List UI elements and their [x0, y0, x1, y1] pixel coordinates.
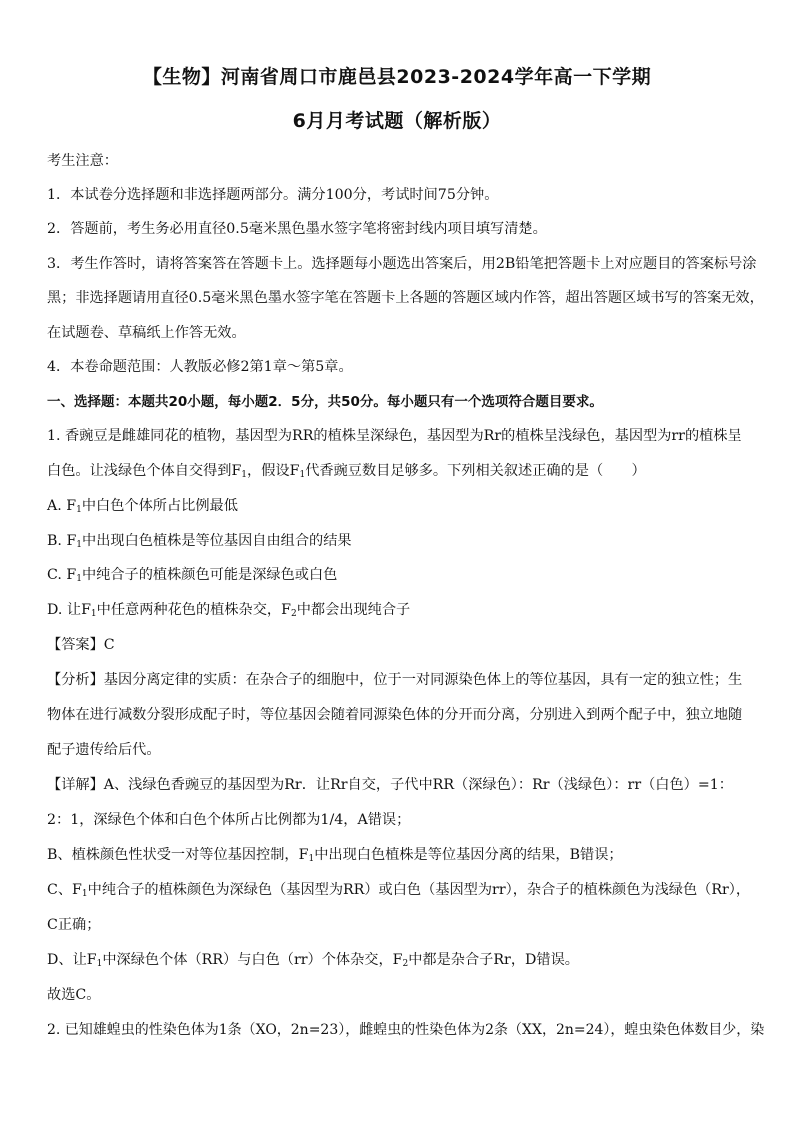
q1-option-a: A. $F_1$中白色个体所占比例最低: [47, 498, 238, 515]
q1-analysis-line-1: 【分析】基因分离定律的实质：在杂合子的细胞中，位于一对同源染色体上的等位基因，具有一定的独立性；生: [47, 672, 743, 688]
notice-item-1: 1．本试卷分选择题和非选择题两部分。满分100分，考试时间75分钟。: [47, 187, 499, 203]
q1-detail-line-1: 【详解】A、浅绿色香豌豆的基因型为Rr．让Rr自交，子代中RR（深绿色）：Rr（浅绿色）：rr（白色）=1：: [47, 777, 733, 793]
q1-option-b: B. $F_1$中出现白色植株是等位基因自由组合的结果: [47, 533, 352, 550]
q1-detail-line-5: C正确；: [47, 917, 101, 933]
notice-item-2: 2．答题前，考生务必用直径0.5毫米黑色墨水签字笔将密封线内项目填写清楚。: [47, 221, 547, 237]
q1-detail-line-2: 2：1，深绿色个体和白色个体所占比例都为1/4，A错误；: [47, 812, 411, 828]
document-title-line-2: 6月月考试题（解析版）: [292, 110, 502, 132]
q1-detail-line-3: B、植株颜色性状受一对等位基因控制，$F_1$中出现白色植株是等位基因分离的结果，B错误；: [47, 847, 623, 864]
notice-heading: 考生注意：: [47, 153, 118, 169]
notice-item-3-line-3: 在试题卷、草稿纸上作答无效。: [47, 325, 246, 341]
document-title-line-1: 【生物】河南省周口市鹿邑县2023-2024学年高一下学期: [142, 66, 652, 88]
q1-option-d: D. 让$F_1$中任意两种花色的植株杂交，$F_2$中都会出现纯合子: [47, 602, 411, 619]
q1-detail-line-4: C、$F_1$中纯合子的植株颜色为深绿色（基因型为RR）或白色（基因型为rr），杂合子的植株颜色为浅绿色（Rr），: [47, 882, 751, 899]
notice-item-3-line-1: 3．考生作答时，请将答案答在答题卡上。选择题每小题选出答案后，用2B铅笔把答题卡上对应题目的答案标号涂: [47, 256, 757, 272]
q1-analysis-line-2: 物体在进行减数分裂形成配子时，等位基因会随着同源染色体的分开而分离，分别进入到两个配子中，独立地随: [47, 707, 743, 723]
section-heading: 一、选择题：本题共20小题，每小题2．5分，共50分。每小题只有一个选项符合题目要求。: [47, 394, 603, 410]
q1-stem-line-1: 1. 香豌豆是雌雄同花的植物，基因型为RR的植株呈深绿色，基因型为Rr的植株呈浅绿色，基因型为rr的植株呈: [47, 428, 742, 444]
q1-stem-line-2: 白色。让浅绿色个体自交得到$F_1$，假设$F_1$代香豌豆数目足够多。下列相关叙述正确的是（ ）: [47, 463, 646, 480]
notice-item-4: 4．本卷命题范围：人教版必修2第1章～第5章。: [47, 359, 353, 375]
q1-conclusion: 故选C。: [47, 987, 101, 1003]
q1-analysis-line-3: 配子遗传给后代。: [47, 742, 161, 758]
q1-answer: 【答案】C: [47, 637, 115, 653]
notice-item-3-line-2: 黑；非选择题请用直径0.5毫米黑色墨水签字笔在答题卡上各题的答题区域内作答，超出答题区域书写的答案无效，: [47, 290, 764, 306]
q1-option-c: C. $F_1$中纯合子的植株颜色可能是深绿色或白色: [47, 567, 338, 584]
q2-stem-line-1: 2. 已知雄蝗虫的性染色体为1条（XO，2n=23），雌蝗虫的性染色体为2条（XX，2n=24），蝗虫染色体数目少，染: [47, 1022, 765, 1038]
q1-detail-line-6: D、让$F_1$中深绿色个体（RR）与白色（rr）个体杂交，$F_2$中都是杂合子Rr，D错误。: [47, 952, 579, 969]
